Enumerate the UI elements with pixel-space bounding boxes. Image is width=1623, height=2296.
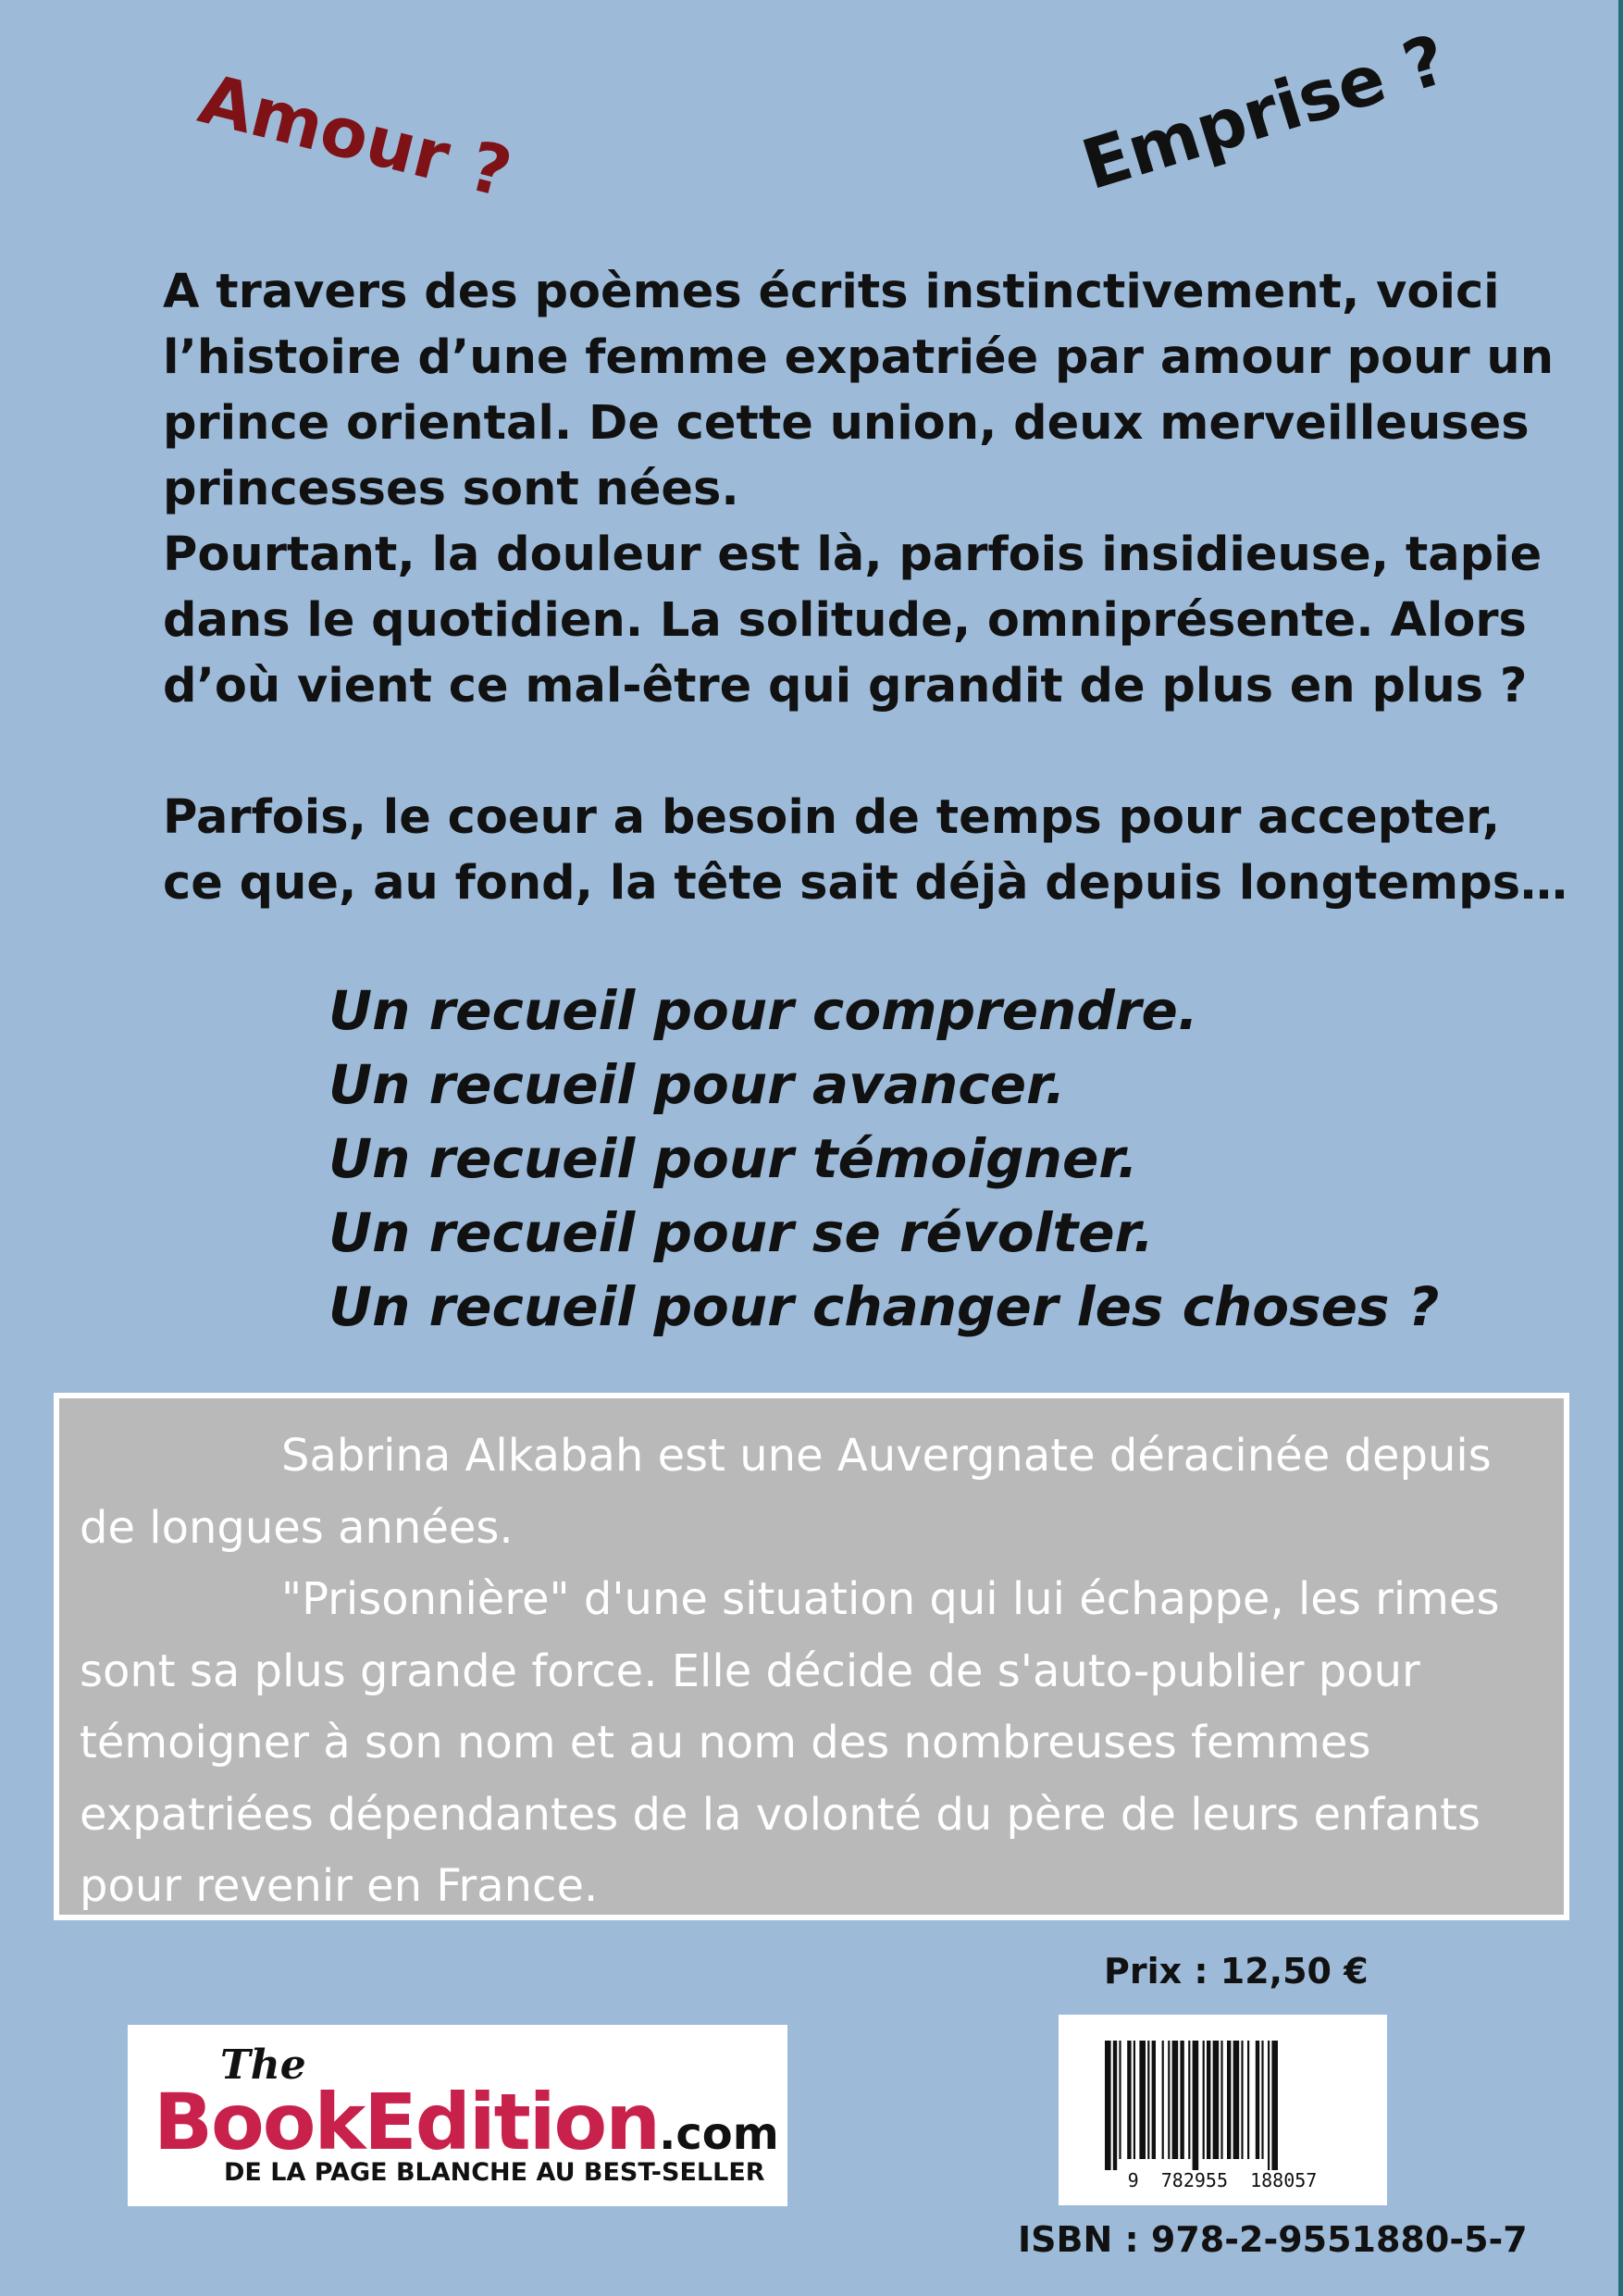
barcode-bar [1213, 2041, 1220, 2159]
blurb-line: dans le quotidien. La solitude, omniprésente. Alors [163, 593, 1527, 648]
barcode-bar [1247, 2041, 1249, 2159]
barcode-bar [1256, 2041, 1259, 2159]
tagline: Un recueil pour avancer. [328, 1053, 1066, 1116]
barcode [1059, 2015, 1387, 2205]
barcode-bar [1127, 2041, 1131, 2159]
barcode-bar [1168, 2041, 1170, 2159]
cover-edge-stripe [1618, 0, 1623, 2296]
paragraph-gap [163, 719, 1523, 785]
barcode-bar [1119, 2041, 1121, 2159]
publisher-logo [128, 2025, 787, 2206]
heading-amour: Amour ? [192, 59, 519, 214]
blurb-line: d’où vient ce mal-être qui grandit de plus en plus ? [163, 659, 1528, 714]
logo-dotcom-text: .com [659, 2108, 779, 2160]
blurb-line: princesses sont nées. [163, 462, 739, 516]
bio-paragraph [80, 1564, 1545, 1923]
barcode-bar [1193, 2041, 1199, 2170]
logo-slogan: DE LA PAGE BLANCHE AU BEST-SELLER [224, 2158, 765, 2187]
bio-text: "Prisonnière" d'une situation qui lui échappe, les rimes sont sa plus grande force. Elle décide de s'auto-publier pour témoigner à son nom et au nom des nombreuses femmes expatriées dépendantes de la volonté du père de leurs enfants pour revenir en France. [80, 1573, 1500, 1912]
blurb-line: l’histoire d’une femme expatriée par amour pour un [163, 330, 1555, 385]
barcode-bar [1188, 2041, 1190, 2159]
tagline: Un recueil pour comprendre. [328, 979, 1198, 1042]
heading-emprise: Emprise ? [1073, 19, 1456, 206]
tagline: Un recueil pour changer les choses ? [328, 1275, 1440, 1338]
blurb-line: Parfois, le coeur a besoin de temps pour accepter, [163, 790, 1501, 845]
barcode-bar [1172, 2041, 1179, 2159]
barcode-bar [1203, 2041, 1205, 2159]
book-blurb [163, 259, 1568, 916]
price-label: Prix : 12,50 € [1104, 1951, 1369, 1992]
barcode-bar [1105, 2041, 1111, 2170]
barcode-bar [1134, 2041, 1135, 2159]
blurb-line: prince oriental. De cette union, deux merveilleuses [163, 396, 1530, 451]
barcode-graphic [1059, 2015, 1387, 2205]
barcode-bar [1227, 2041, 1231, 2159]
bio-paragraph [80, 1421, 1545, 1564]
barcode-bar [1220, 2041, 1222, 2159]
barcode-bar [1147, 2041, 1149, 2159]
barcode-digits: 9 782955 188057 [1127, 2169, 1318, 2191]
blurb-line: Pourtant, la douleur est là, parfois insidieuse, tapie [163, 527, 1542, 582]
blurb-line: ce que, au fond, la tête sait déjà depuis longtemps… [163, 856, 1568, 911]
barcode-bar [1180, 2041, 1183, 2159]
barcode-bar [1268, 2041, 1270, 2170]
barcode-bar [1241, 2041, 1243, 2159]
barcode-bar [1261, 2041, 1263, 2159]
barcode-bar [1113, 2041, 1117, 2170]
barcode-bar [1233, 2041, 1240, 2159]
tagline-list [328, 974, 1439, 1344]
barcode-bar [1152, 2041, 1156, 2159]
barcode-bar [1207, 2041, 1210, 2159]
tagline: Un recueil pour témoigner. [328, 1127, 1138, 1190]
blurb-line: A travers des poèmes écrits instinctivement, voici [163, 265, 1500, 319]
tagline: Un recueil pour se révolter. [328, 1201, 1154, 1264]
logo-the-text: The [220, 2042, 306, 2089]
author-bio-box [54, 1393, 1569, 1920]
barcode-bar [1139, 2041, 1146, 2159]
logo-wordmark [154, 2077, 779, 2167]
bio-text: Sabrina Alkabah est une Auvergnate déracinée depuis de longues années. [80, 1430, 1492, 1554]
barcode-bar [1162, 2041, 1164, 2159]
logo-brand-text: BookEdition [154, 2077, 660, 2167]
isbn-label: ISBN : 978-2-9551880-5-7 [1018, 2219, 1528, 2260]
barcode-bar [1271, 2041, 1278, 2170]
